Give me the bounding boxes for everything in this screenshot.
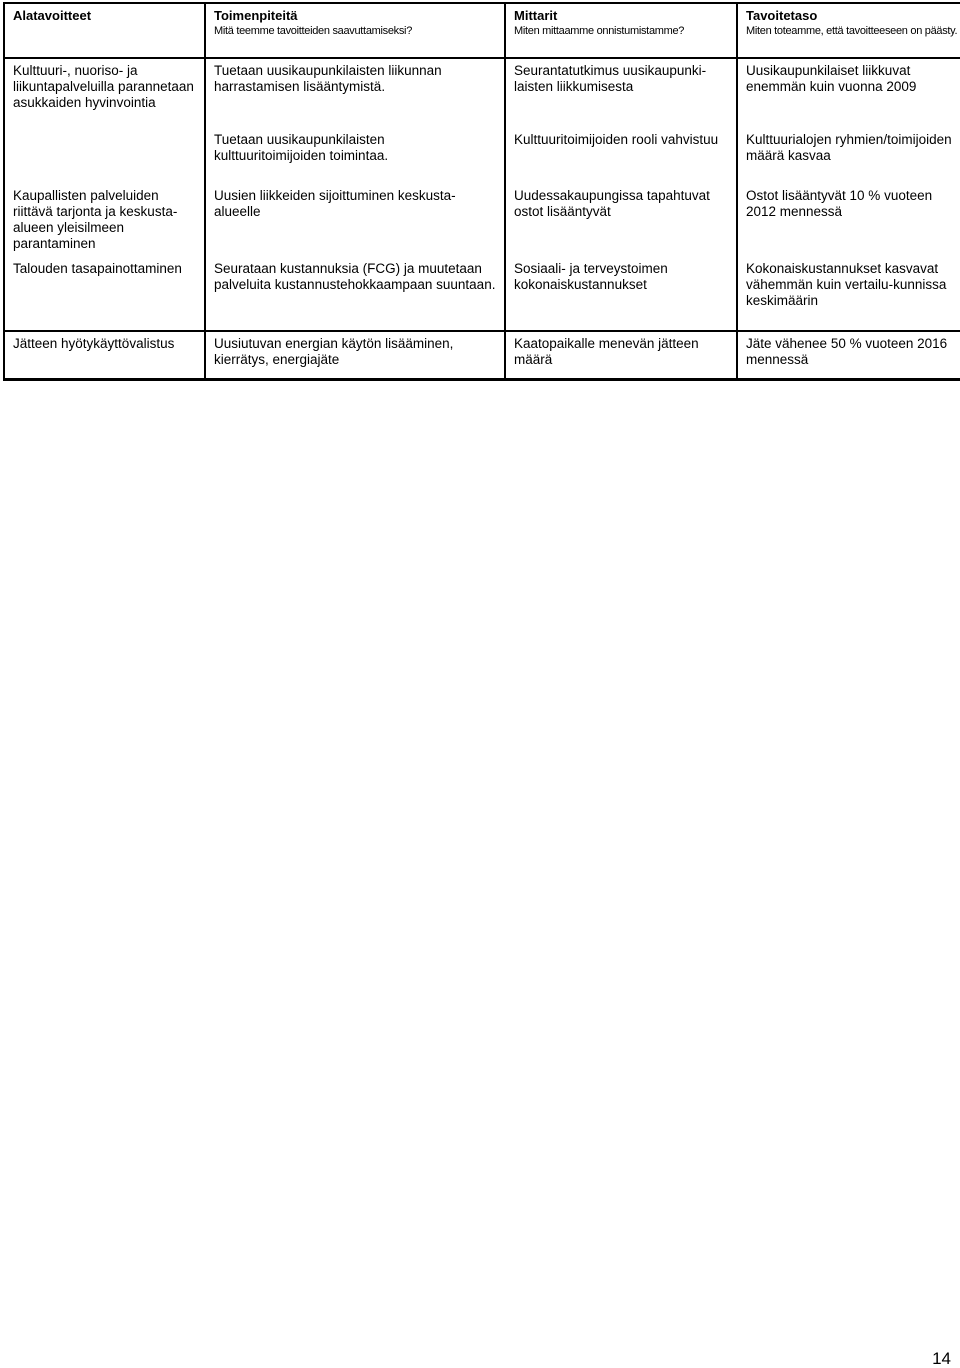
target-cell: Kulttuurialojen ryhmien/toimijoiden määrä kasvaa <box>737 128 960 184</box>
table-row <box>4 128 960 184</box>
metric-cell: Kaatopaikalle menevän jätteen määrä <box>505 331 737 379</box>
header-subtitle: Miten mittaamme onnistumistamme? <box>514 25 685 37</box>
header-title: Mittarit <box>514 8 558 23</box>
metric-cell: Kulttuuritoimijoiden rooli vahvistuu <box>505 128 737 184</box>
header-cell-target-level <box>737 3 960 58</box>
action-cell: Uusiutuvan energian käytön lisääminen, kierrätys, energiajäte <box>205 331 505 379</box>
subgoal-cell: Kaupallisten palveluiden riittävä tarjonta ja keskusta-alueen yleisilmeen parantaminen <box>4 184 205 257</box>
target-cell: Kokonaiskustannukset kasvavat vähemmän kuin vertailu-kunnissa keskimäärin <box>737 257 960 331</box>
header-cell-actions <box>205 3 505 58</box>
header-subtitle: Mitä teemme tavoitteiden saavuttamiseksi? <box>214 25 413 37</box>
target-cell: Uusikaupunkilaiset liikkuvat enemmän kuin vuonna 2009 <box>737 58 960 128</box>
subgoal-cell: Talouden tasapainottaminen <box>4 257 205 331</box>
metric-cell: Sosiaali- ja terveystoimen kokonaiskustannukset <box>505 257 737 331</box>
action-cell: Tuetaan uusikaupunkilaisten liikunnan harrastamisen lisääntymistä. <box>205 58 505 128</box>
table-row <box>4 58 960 128</box>
header-subtitle: Miten toteamme, että tavoitteeseen on päästy. <box>746 25 958 37</box>
header-cell-subgoals <box>4 3 205 58</box>
subgoal-cell: Jätteen hyötykäyttövalistus <box>4 331 205 379</box>
target-cell: Ostot lisääntyvät 10 % vuoteen 2012 mennessä <box>737 184 960 257</box>
table-row <box>4 331 960 379</box>
goals-table <box>3 2 960 381</box>
subgoal-cell: Kulttuuri-, nuoriso- ja liikuntapalveluilla parannetaan asukkaiden hyvinvointia <box>4 58 205 128</box>
action-cell: Seurataan kustannuksia (FCG) ja muutetaan palveluita kustannustehokkaampaan suuntaan. <box>205 257 505 331</box>
table-row <box>4 257 960 331</box>
table-row <box>4 184 960 257</box>
target-cell: Jäte vähenee 50 % vuoteen 2016 mennessä <box>737 331 960 379</box>
header-row <box>4 3 960 58</box>
page-number: 14 <box>932 1349 951 1368</box>
action-cell: Uusien liikkeiden sijoittuminen keskusta-alueelle <box>205 184 505 257</box>
header-title: Toimenpiteitä <box>214 8 298 23</box>
metric-cell: Seurantatutkimus uusikaupunki-laisten liikkumisesta <box>505 58 737 128</box>
header-title: Tavoitetaso <box>746 8 818 23</box>
action-cell: Tuetaan uusikaupunkilaisten kulttuuritoimijoiden toimintaa. <box>205 128 505 184</box>
metric-cell: Uudessakaupungissa tapahtuvat ostot lisääntyvät <box>505 184 737 257</box>
subgoal-cell <box>4 128 205 184</box>
header-cell-metrics <box>505 3 737 58</box>
header-title: Alatavoitteet <box>13 8 92 23</box>
